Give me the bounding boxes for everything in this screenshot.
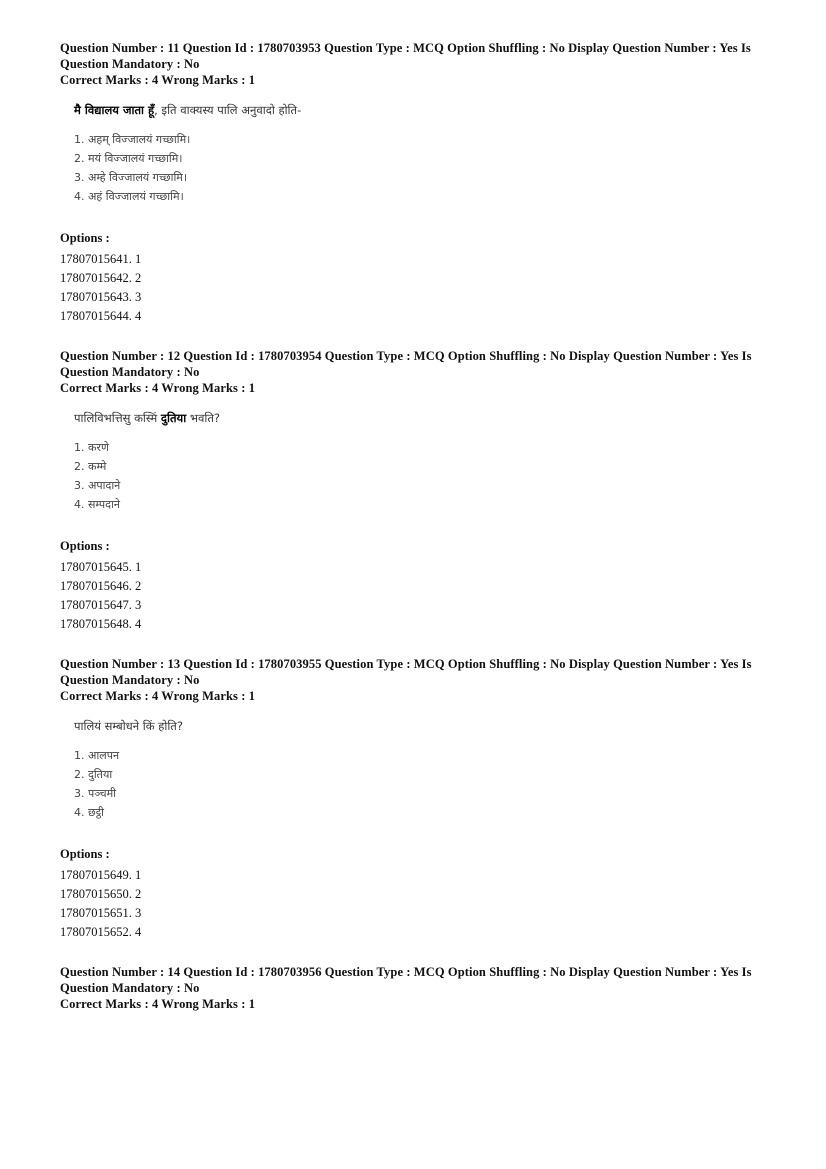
question-text-rest: , इति वाक्यस्य पालि अनुवादो होति- [154, 103, 302, 117]
question-text-bold: दुतिया [160, 411, 187, 425]
question-block-14 [60, 964, 760, 1012]
option-row: 17807015647. 3 [60, 598, 142, 612]
question-text [74, 718, 760, 734]
choice-item: 3. अपादाने [74, 479, 121, 492]
choice-item: 2. मयं विज्जालयं गच्छामि। [74, 152, 183, 165]
option-row: 17807015644. 4 [60, 309, 142, 323]
question-text-pre: पालिविभत्तिसु कस्मिं [74, 411, 161, 425]
options-list [60, 250, 760, 326]
options-label: Options : [60, 539, 110, 553]
choice-list [74, 746, 760, 822]
question-block-11 [60, 40, 760, 326]
question-block-12 [60, 348, 760, 634]
question-mandatory: Question Mandatory : No [60, 57, 200, 71]
question-marks: Correct Marks : 4 Wrong Marks : 1 [60, 997, 256, 1011]
question-block-13 [60, 656, 760, 942]
choice-item: 1. आलपन [74, 749, 120, 762]
choice-item: 2. कम्मे [74, 460, 107, 473]
question-text [74, 410, 760, 426]
option-row: 17807015643. 3 [60, 290, 142, 304]
option-row: 17807015651. 3 [60, 906, 142, 920]
question-header: Question Number : 12 Question Id : 1780703954 Question Type : MCQ Option Shuffling : No Display Question Number : Yes Is [60, 349, 752, 363]
option-row: 17807015649. 1 [60, 868, 142, 882]
question-marks: Correct Marks : 4 Wrong Marks : 1 [60, 73, 256, 87]
option-row: 17807015642. 2 [60, 271, 142, 285]
question-header: Question Number : 14 Question Id : 1780703956 Question Type : MCQ Option Shuffling : No Display Question Number : Yes Is [60, 965, 752, 979]
option-row: 17807015650. 2 [60, 887, 142, 901]
option-row: 17807015648. 4 [60, 617, 142, 631]
option-row: 17807015645. 1 [60, 560, 142, 574]
choice-item: 1. करणे [74, 441, 109, 454]
option-row: 17807015646. 2 [60, 579, 142, 593]
question-mandatory: Question Mandatory : No [60, 673, 200, 687]
question-mandatory: Question Mandatory : No [60, 365, 200, 379]
choice-list [74, 130, 760, 206]
question-text-rest: पालियं सम्बोधने किं होति? [74, 719, 183, 733]
choice-item: 2. दुतिया [74, 768, 113, 781]
choice-item: 4. छट्ठी [74, 806, 104, 819]
question-header: Question Number : 11 Question Id : 1780703953 Question Type : MCQ Option Shuffling : No Display Question Number : Yes Is [60, 41, 751, 55]
question-header: Question Number : 13 Question Id : 1780703955 Question Type : MCQ Option Shuffling : No Display Question Number : Yes Is [60, 657, 752, 671]
option-row: 17807015641. 1 [60, 252, 142, 266]
question-mandatory: Question Mandatory : No [60, 981, 200, 995]
choice-item: 4. अहं विज्जालयं गच्छामि। [74, 190, 184, 203]
options-list [60, 558, 760, 634]
choice-list [74, 438, 760, 514]
options-list [60, 866, 760, 942]
choice-item: 3. अम्हे विज्जालयं गच्छामि। [74, 171, 188, 184]
question-marks: Correct Marks : 4 Wrong Marks : 1 [60, 381, 256, 395]
choice-item: 4. सम्पदाने [74, 498, 120, 511]
document-page [60, 40, 760, 1034]
question-text-bold: मै विद्यालय जाता हूँ [74, 103, 155, 117]
option-row: 17807015652. 4 [60, 925, 142, 939]
options-label: Options : [60, 847, 110, 861]
question-text-rest: भवति? [186, 411, 220, 425]
choice-item: 3. पञ्चमी [74, 787, 117, 800]
options-label: Options : [60, 231, 110, 245]
question-marks: Correct Marks : 4 Wrong Marks : 1 [60, 689, 256, 703]
choice-item: 1. अहम् विज्जालयं गच्छामि। [74, 133, 191, 146]
question-text [74, 102, 760, 118]
